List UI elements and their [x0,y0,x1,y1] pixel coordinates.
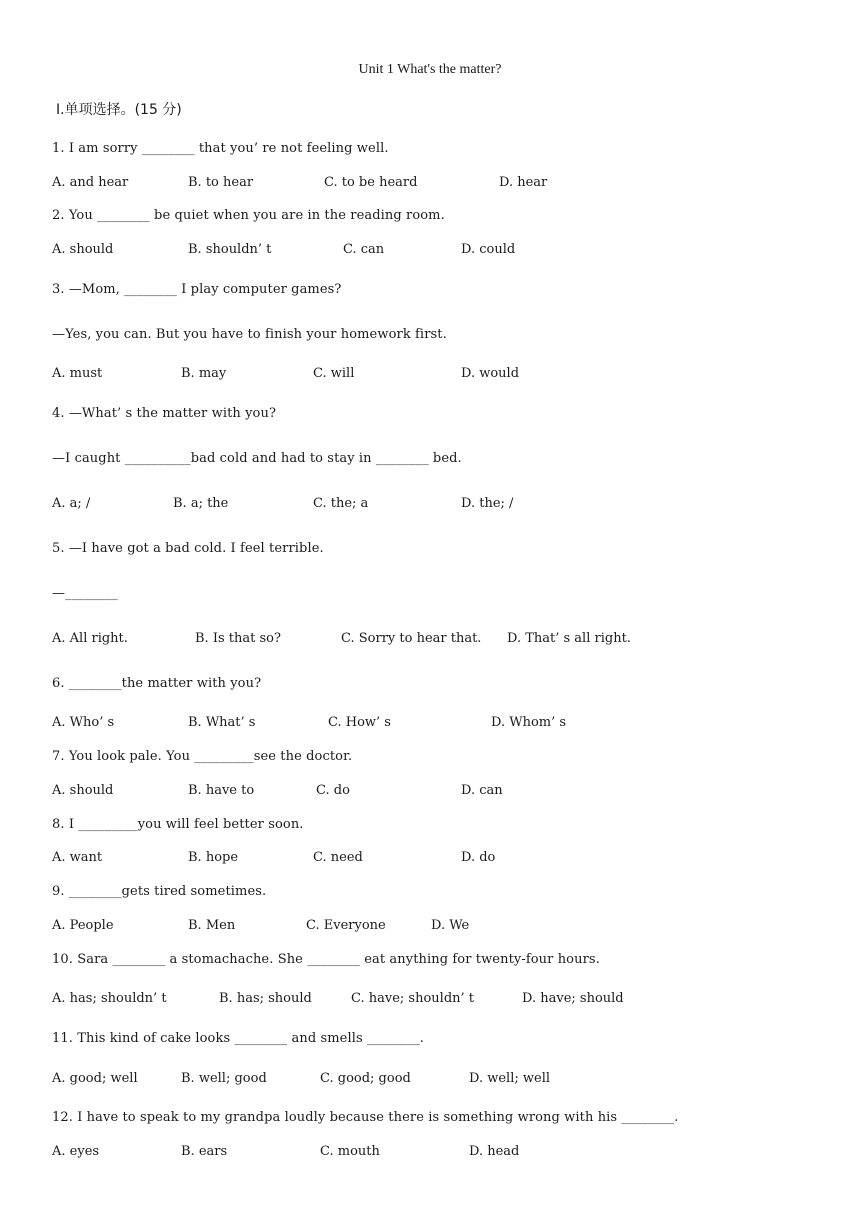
question-11-option-a: A. good; well [52,1071,138,1086]
question-12-option-a: A. eyes [52,1144,100,1159]
question-3-option-d: D. would [461,366,520,381]
question-1-option-d: D. hear [499,175,548,190]
question-7-option-a: A. should [52,783,114,798]
question-8-option-c: C. need [313,850,363,865]
question-8-option-d: D. do [461,850,496,865]
question-10-stem: 10. Sara ________ a stomachache. She ________ eat anything for twenty-four hours. [52,952,600,967]
question-5-option-a: A. All right. [52,631,128,646]
question-9-stem: 9. ________gets tired sometimes. [52,884,267,899]
question-4-option-b: B. a; the [173,496,229,511]
question-7-option-b: B. have to [188,783,255,798]
question-4-option-a: A. a; / [52,496,91,511]
question-10-option-b: B. has; should [219,991,312,1006]
question-12-option-b: B. ears [181,1144,228,1159]
question-1-option-c: C. to be heard [324,175,418,190]
question-6-option-c: C. How’ s [328,715,391,730]
question-2-option-b: B. shouldn’ t [188,242,272,257]
question-6-option-d: D. Whom’ s [491,715,567,730]
question-2-option-c: C. can [343,242,385,257]
question-3-option-c: C. will [313,366,355,381]
question-9-option-c: C. Everyone [306,918,386,933]
question-10-option-a: A. has; shouldn’ t [52,991,167,1006]
question-6-stem: 6. ________the matter with you? [52,676,262,691]
question-11-stem: 11. This kind of cake looks ________ and smells ________. [52,1031,425,1046]
question-7-stem: 7. You look pale. You _________see the doctor. [52,749,353,764]
question-12-option-c: C. mouth [320,1144,380,1159]
question-5-option-d: D. That’ s all right. [507,631,631,646]
question-1-option-a: A. and hear [52,175,129,190]
question-10-option-c: C. have; shouldn’ t [351,991,475,1006]
question-4-stem: 4. —What’ s the matter with you? [52,406,277,421]
question-6-option-a: A. Who’ s [52,715,115,730]
question-7-option-d: D. can [461,783,503,798]
question-10-option-d: D. have; should [522,991,624,1006]
question-12-stem: 12. I have to speak to my grandpa loudly because there is something wrong with his ________. [52,1110,679,1125]
question-2-option-a: A. should [52,242,114,257]
question-5-answer-line: —________ [52,586,118,601]
question-8-option-b: B. hope [188,850,239,865]
question-9-option-a: A. People [52,918,114,933]
question-5-option-b: B. Is that so? [195,631,281,646]
question-3-answer-line: —Yes, you can. But you have to finish your homework first. [52,327,447,342]
question-11-option-d: D. well; well [469,1071,551,1086]
question-8-option-a: A. want [52,850,103,865]
question-3-option-a: A. must [52,366,103,381]
question-4-answer-line: —I caught __________bad cold and had to stay in ________ bed. [52,451,462,466]
question-4-option-c: C. the; a [313,496,369,511]
question-2-option-d: D. could [461,242,516,257]
question-9-option-d: D. We [431,918,470,933]
question-1-stem: 1. I am sorry ________ that you’ re not feeling well. [52,141,389,156]
section-heading: Ⅰ.单项选择。(15 分) [56,102,182,118]
question-3-stem: 3. —Mom, ________ I play computer games? [52,282,342,297]
question-7-option-c: C. do [316,783,350,798]
question-3-option-b: B. may [181,366,227,381]
question-11-option-c: C. good; good [320,1071,411,1086]
question-5-option-c: C. Sorry to hear that. [341,631,482,646]
question-11-option-b: B. well; good [181,1071,267,1086]
question-6-option-b: B. What’ s [188,715,256,730]
question-12-option-d: D. head [469,1144,520,1159]
page-title: Unit 1 What's the matter? [358,62,502,77]
question-5-stem: 5. —I have got a bad cold. I feel terrible. [52,541,324,556]
question-1-option-b: B. to hear [188,175,254,190]
question-4-option-d: D. the; / [461,496,514,511]
question-8-stem: 8. I _________you will feel better soon. [52,817,304,832]
question-2-stem: 2. You ________ be quiet when you are in the reading room. [52,208,445,223]
question-9-option-b: B. Men [188,918,236,933]
